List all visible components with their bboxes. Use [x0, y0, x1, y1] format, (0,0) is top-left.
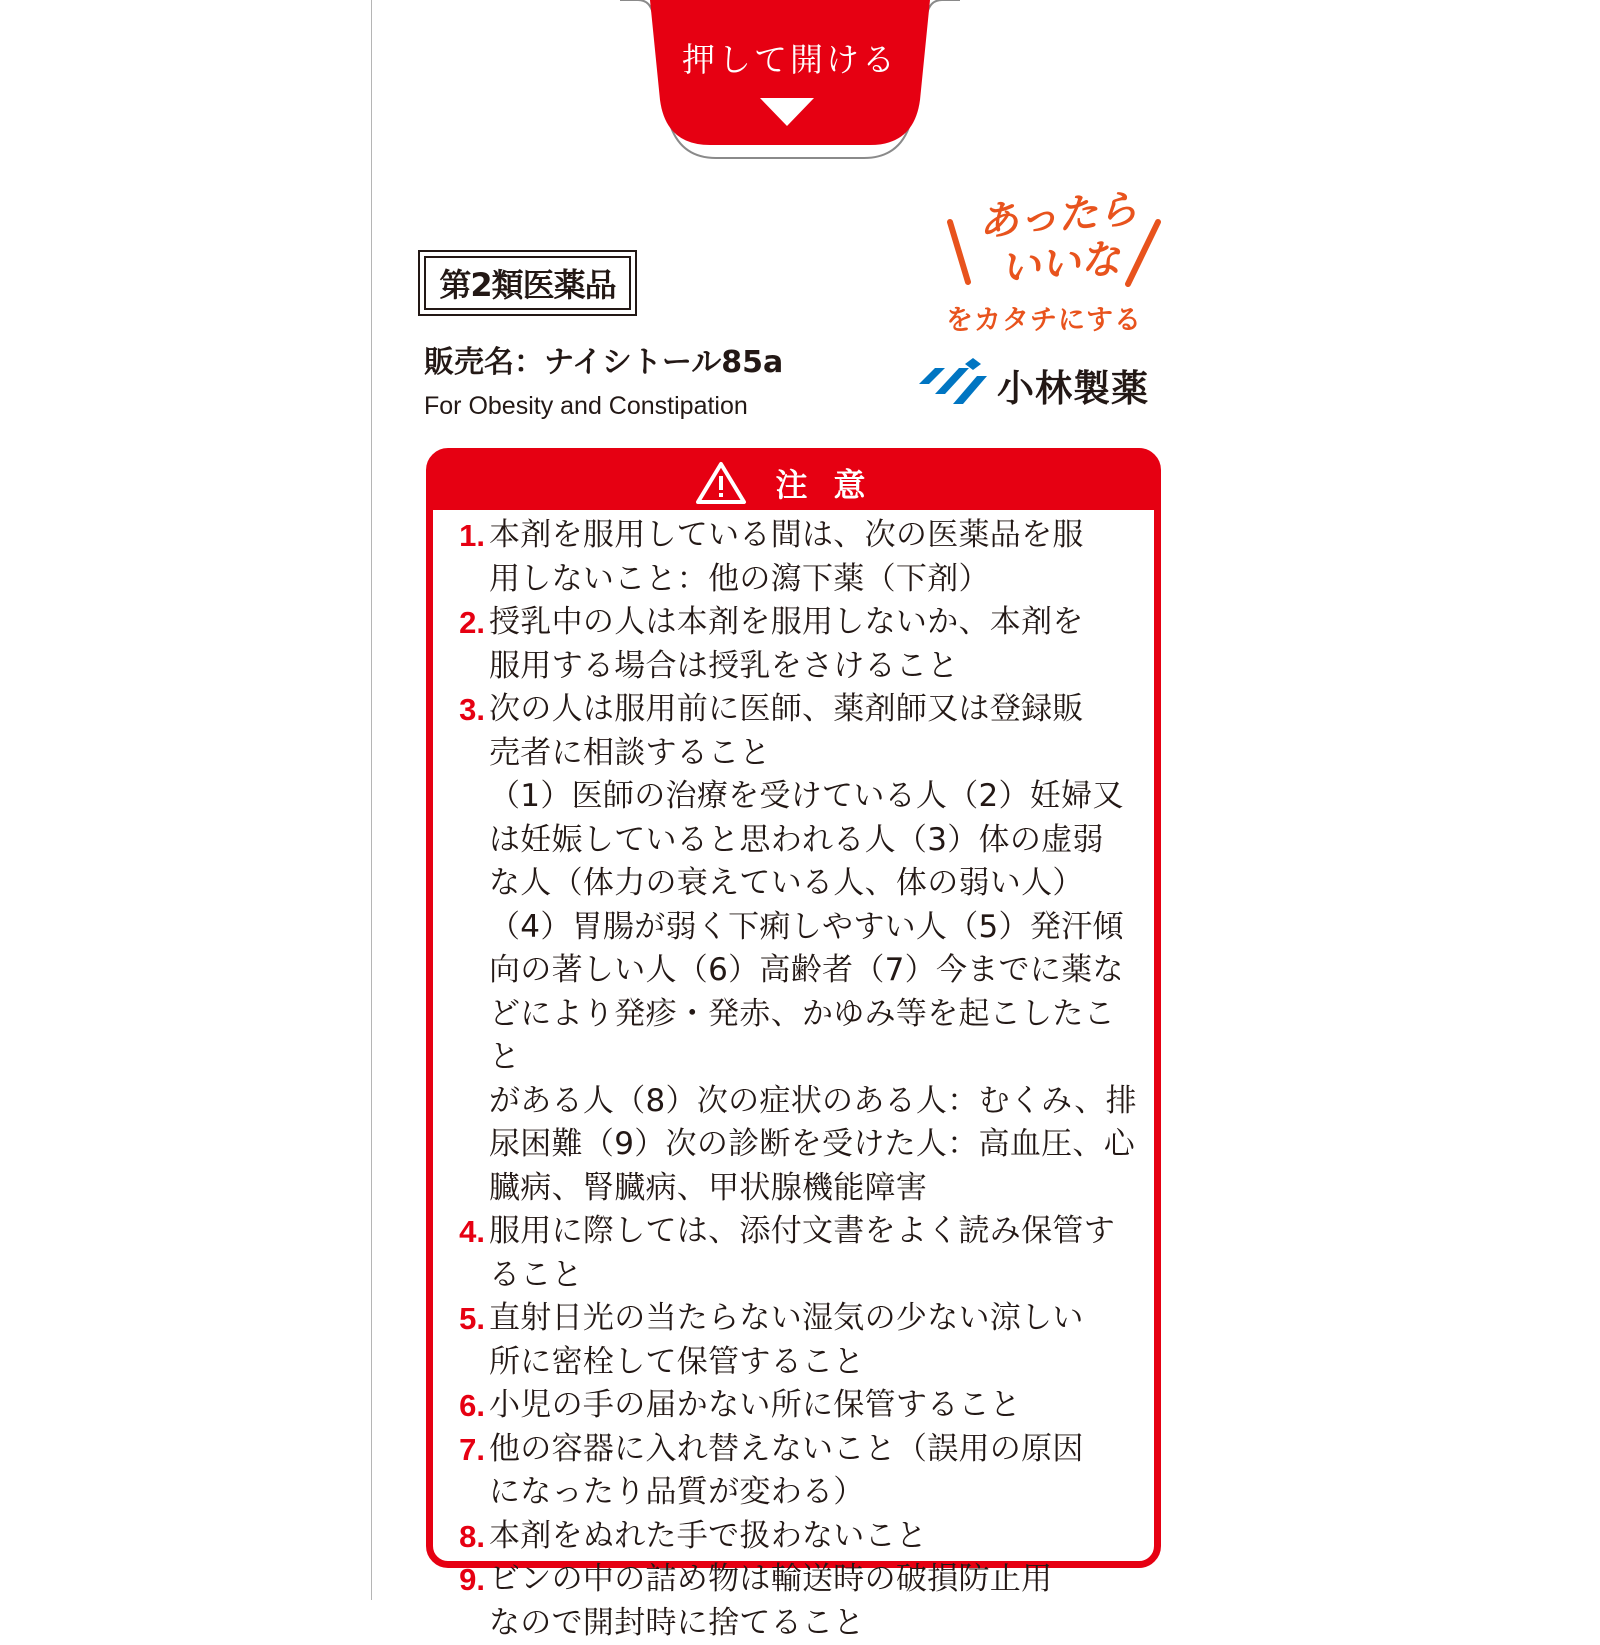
caution-item-line: どにより発疹・発赤、かゆみ等を起こしたこと — [489, 993, 1140, 1080]
caution-item-line: は妊娠していると思われる人（3）体の虚弱 — [489, 819, 1140, 863]
caution-item-text — [489, 1384, 1140, 1428]
caution-item-text — [489, 1558, 1140, 1645]
caution-item-line: 小児の手の届かない所に保管すること — [489, 1384, 1140, 1428]
company-name: 小林製薬 — [997, 358, 1149, 412]
caution-item-number: 2. — [441, 601, 489, 688]
caution-item-text — [489, 688, 1140, 1210]
caution-item-number: 7. — [441, 1428, 489, 1515]
caution-item-text — [489, 514, 1140, 601]
caution-item-line: 本剤を服用している間は、次の医薬品を服 — [489, 514, 1140, 558]
caution-item-line: 向の著しい人（6）高齢者（7）今までに薬な — [489, 949, 1140, 993]
caution-item-number: 5. — [441, 1297, 489, 1384]
caution-item-text — [489, 601, 1140, 688]
sales-name: 販売名：ナイシトール85a — [424, 337, 783, 381]
caution-item-line: 他の容器に入れ替えないこと（誤用の原因 — [489, 1428, 1140, 1472]
caution-item-line: 次の人は服用前に医師、薬剤師又は登録販 — [489, 688, 1140, 732]
caution-item-line: 服用する場合は授乳をさけること — [489, 645, 1140, 689]
caution-item-line: 用しないこと：他の瀉下薬（下剤） — [489, 558, 1140, 602]
caution-item — [441, 688, 1140, 1210]
caution-item-line: （1）医師の治療を受けている人（2）妊婦又 — [489, 775, 1140, 819]
push-open-tab[interactable] — [620, 0, 960, 165]
caution-item-text — [489, 1210, 1140, 1297]
caution-item-number: 3. — [441, 688, 489, 1210]
caution-item-line: 直射日光の当たらない湿気の少ない涼しい — [489, 1297, 1140, 1341]
caution-item-line: 尿困難（9）次の診断を受けた人：高血圧、心 — [489, 1123, 1140, 1167]
drug-classification-badge — [418, 250, 637, 316]
drug-classification-label: 第2類医薬品 — [424, 256, 631, 310]
caution-item — [441, 1384, 1140, 1428]
caution-item — [441, 1558, 1140, 1645]
slogan-line-3: をカタチにする — [946, 298, 1142, 337]
caution-panel — [426, 448, 1161, 1568]
caution-item — [441, 601, 1140, 688]
caution-item-number: 9. — [441, 1558, 489, 1645]
down-arrow-icon — [760, 98, 814, 126]
caution-item-number: 4. — [441, 1210, 489, 1297]
caution-list — [441, 514, 1140, 1645]
product-subtitle: For Obesity and Constipation — [424, 392, 748, 421]
company-logo — [915, 356, 1185, 416]
caution-item-line: 所に密栓して保管すること — [489, 1341, 1140, 1385]
slogan-line-1: あったら — [976, 177, 1140, 248]
caution-item-line: になったり品質が変わる） — [489, 1471, 1140, 1515]
tab-shape — [620, 0, 960, 165]
warning-icon — [695, 461, 747, 505]
caution-item — [441, 1515, 1140, 1559]
push-open-label: 押して開ける — [620, 34, 960, 81]
caution-item-text — [489, 1297, 1140, 1384]
caution-item-line: 本剤をぬれた手で扱わないこと — [489, 1515, 1140, 1559]
caution-item-line: 売者に相談すること — [489, 732, 1140, 776]
caution-item-number: 1. — [441, 514, 489, 601]
caution-item — [441, 1297, 1140, 1384]
caution-title: 注意 — [775, 460, 891, 506]
caution-item-text — [489, 1428, 1140, 1515]
kobayashi-logo-icon — [915, 356, 995, 416]
caution-header — [433, 455, 1154, 510]
caution-item — [441, 514, 1140, 601]
caution-item-number: 8. — [441, 1515, 489, 1559]
caution-item-line: （4）胃腸が弱く下痢しやすい人（5）発汗傾 — [489, 906, 1140, 950]
brand-slogan — [940, 180, 1180, 340]
fold-line — [371, 0, 372, 1600]
caution-item-line: 授乳中の人は本剤を服用しないか、本剤を — [489, 601, 1140, 645]
caution-item-line: なので開封時に捨てること — [489, 1602, 1140, 1645]
caution-item — [441, 1210, 1140, 1297]
caution-item-line: ビンの中の詰め物は輸送時の破損防止用 — [489, 1558, 1140, 1602]
caution-item-line: 臓病、腎臓病、甲状腺機能障害 — [489, 1167, 1140, 1211]
slogan-line-2: いいな — [998, 227, 1123, 294]
caution-item-line: がある人（8）次の症状のある人：むくみ、排 — [489, 1080, 1140, 1124]
caution-item-line: 服用に際しては、添付文書をよく読み保管すること — [489, 1210, 1140, 1297]
caution-item-line: な人（体力の衰えている人、体の弱い人） — [489, 862, 1140, 906]
caution-item-text — [489, 1515, 1140, 1559]
caution-item — [441, 1428, 1140, 1515]
caution-item-number: 6. — [441, 1384, 489, 1428]
